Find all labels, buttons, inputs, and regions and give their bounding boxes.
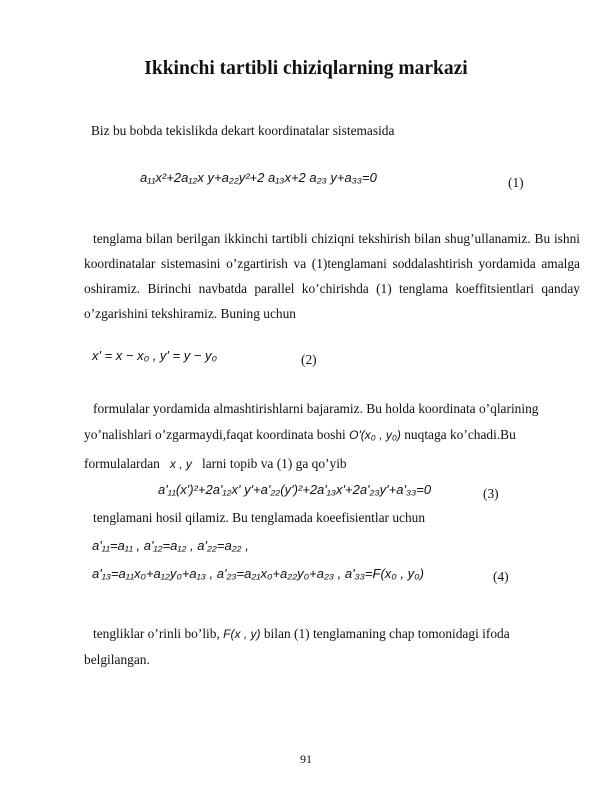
- paragraph-3-line-2-start: yo’nalishlari o’zgarmaydi,faqat koordinata boshi: [84, 427, 346, 442]
- origin-point-math: O'(x₀ , y₀): [349, 428, 401, 442]
- equation-2-number: (2): [301, 352, 317, 367]
- equation-4b: [92, 566, 424, 581]
- equation-1: [140, 170, 377, 185]
- paragraph-3-line-3-end: larni topib va (1) ga qo’yib: [201, 456, 347, 471]
- equation-2-text: x' = x − x₀ , y' = y − y₀: [92, 348, 218, 363]
- paragraph-3-line-3-start: formulalardan: [84, 456, 160, 471]
- paragraph-3-line-2-end: nuqtaga ko’chadi.Bu: [404, 427, 516, 442]
- equation-1-text: a₁₁x²+2a₁₂x y+a₂₂y²+2 a₁₃x+2 a₂₃ y+a₃₃=0: [140, 170, 377, 185]
- page-number: 91: [300, 752, 312, 766]
- paragraph-3-line-3: [84, 456, 347, 472]
- equation-3-text: a'₁₁(x')²+2a'₁₂x' y'+a'₂₂(y')²+2a'₁₃x'+2a'₂₃y'+a'₃₃=0: [158, 482, 432, 497]
- section-title: Ikkinchi tartibli chiziqlarning markazi: [144, 58, 468, 79]
- paragraph-2: tenglama bilan berilgan ikkinchi tartibli chiziqni tekshirish bilan shug’ullanamiz. Bu ishni koordinatalar sistemasini o’zgartirish va (1)tenglamani soddalashtirish yordamida amalga oshiramiz. Birinchi navbatda parallel ko’chirishda (1) tenglama koeffitsientlari qanday o’zgarishini tekshiramiz. Buning uchun: [84, 231, 580, 321]
- equation-3: [158, 482, 431, 497]
- equation-4-number: (4): [493, 569, 509, 584]
- paragraph-5-line-1: [93, 626, 510, 642]
- function-F-math: F(x , y): [223, 627, 261, 641]
- equation-2: [92, 348, 217, 363]
- intro-paragraph: Biz bu bobda tekislikda dekart koordinatalar sistemasida: [91, 123, 395, 138]
- paragraph-5-start: tengliklar o’rinli bo’lib,: [93, 626, 220, 641]
- paragraph-3-line-1: formulalar yordamida almashtirishlarni bajaramiz. Bu holda koordinata o’qlarining: [93, 401, 539, 416]
- paragraph-4: tenglamani hosil qilamiz. Bu tenglamada koeefisientlar uchun: [93, 510, 426, 525]
- xy-math: x , y: [169, 457, 192, 471]
- equation-3-number: (3): [483, 486, 499, 501]
- paragraph-3-line-2: [84, 427, 516, 443]
- equation-4b-text: a'₁₃=a₁₁x₀+a₁₂y₀+a₁₃ , a'₂₃=a₂₁x₀+a₂₂y₀+a₂₃ , a'₃₃=F(x₀ , y₀): [92, 566, 424, 581]
- equation-1-number: (1): [508, 175, 524, 190]
- equation-4a: [92, 538, 249, 553]
- equation-4a-text: a'₁₁=a₁₁ , a'₁₂=a₁₂ , a'₂₂=a₂₂ ,: [92, 538, 249, 553]
- paragraph-5-line-2: belgilangan.: [84, 652, 150, 667]
- paragraph-5-end: bilan (1) tenglamaning chap tomonidagi ifoda: [263, 626, 510, 641]
